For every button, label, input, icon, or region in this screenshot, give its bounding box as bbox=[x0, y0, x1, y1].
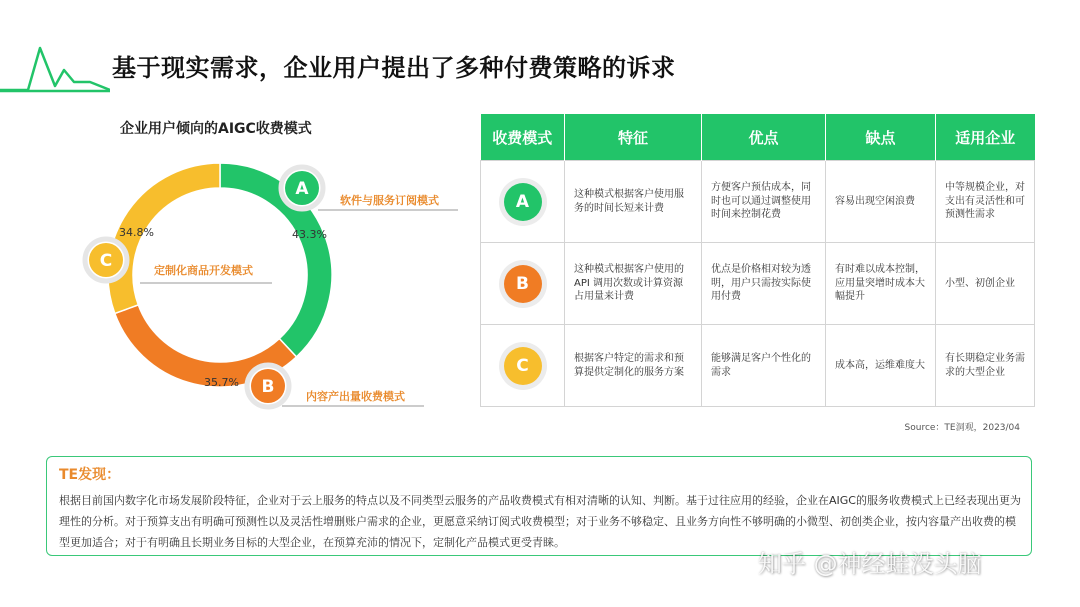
badge-cell bbox=[481, 325, 565, 407]
cons-cell: 成本高，运维难度大 bbox=[826, 325, 936, 407]
model-badge-c: C bbox=[504, 347, 542, 385]
slice-badge-letter: A bbox=[295, 179, 309, 199]
feature-cell: 这种模式根据客户使用的API 调用次数或计算资源占用量来计费 bbox=[565, 243, 702, 325]
header-cell: 收费模式 bbox=[481, 114, 565, 161]
watermark: 知乎 @神经蛙没头脑 bbox=[758, 550, 982, 578]
feature-cell: 这种模式根据客户使用服务的时间长短来计费 bbox=[565, 161, 702, 243]
finding-text: 根据目前国内数字化市场发展阶段特征，企业对于云上服务的特点以及不同类型云服务的产品收费模式有相对清晰的认知、判断。基于过往应用的经验，企业在AIGC的服务收费模式上已经表现出更为理性的分析。对于预算支出有明确可预测性以及灵活性增删账户需求的企业，更愿意采纳订阅式收费模型；对于业务不够稳定、且业务方向性不够明确的小微型、初创类企业，按内容量产出收费的模型更加适合；对于有明确且长期业务目标的大型企业，在预算充沛的情况下，定制化产品模式更受青睐。 bbox=[59, 494, 1021, 549]
slice-label: 内容产出量收费模式 bbox=[306, 390, 405, 403]
source-note: Source：TE洞观，2023/04 bbox=[904, 423, 1020, 433]
pros-cell: 方便客户预估成本，同时也可以通过调整使用时间来控制花费 bbox=[702, 161, 826, 243]
slice-value-label: 34.8% bbox=[119, 226, 154, 239]
header-cell: 优点 bbox=[702, 114, 826, 161]
slice-label: 定制化商品开发模式 bbox=[154, 264, 253, 277]
chart-title: 企业用户倾向的AIGC收费模式 bbox=[120, 121, 312, 137]
fit-cell: 中等规模企业，对支出有灵活性和可预测性需求 bbox=[936, 161, 1035, 243]
header-cell: 适用企业 bbox=[936, 114, 1035, 161]
model-badge-a: A bbox=[504, 183, 542, 221]
slice-label: 软件与服务订阅模式 bbox=[340, 194, 439, 207]
slice-badge-letter: C bbox=[99, 251, 113, 271]
finding-title: TE发现： bbox=[59, 467, 121, 483]
model-badge-b: B bbox=[504, 265, 542, 303]
finding-box bbox=[46, 456, 1032, 556]
table-row bbox=[481, 325, 1035, 407]
fit-cell: 小型、初创企业 bbox=[936, 243, 1035, 325]
slice-badge-letter: B bbox=[261, 377, 275, 397]
table-row bbox=[481, 243, 1035, 325]
cons-cell: 有时难以成本控制，应用量突增时成本大幅提升 bbox=[826, 243, 936, 325]
fit-cell: 有长期稳定业务需求的大型企业 bbox=[936, 325, 1035, 407]
pros-cell: 能够满足客户个性化的需求 bbox=[702, 325, 826, 407]
pros-cell: 优点是价格相对较为透明，用户只需按实际使用付费 bbox=[702, 243, 826, 325]
cons-cell: 容易出现空闲浪费 bbox=[826, 161, 936, 243]
donut-chart bbox=[0, 140, 470, 420]
table-header-row bbox=[481, 114, 1035, 161]
slice-value-label: 35.7% bbox=[204, 376, 239, 389]
header-cell: 缺点 bbox=[826, 114, 936, 161]
pricing-model-table bbox=[480, 114, 1034, 407]
header-cell: 特征 bbox=[565, 114, 702, 161]
badge-cell bbox=[481, 243, 565, 325]
badge-cell bbox=[481, 161, 565, 243]
feature-cell: 根据客户特定的需求和预算提供定制化的服务方案 bbox=[565, 325, 702, 407]
table-row bbox=[481, 161, 1035, 243]
slice-value-label: 43.3% bbox=[292, 228, 327, 241]
page-title: 基于现实需求，企业用户提出了多种付费策略的诉求 bbox=[112, 54, 676, 82]
title-pulse-decoration bbox=[0, 40, 110, 95]
